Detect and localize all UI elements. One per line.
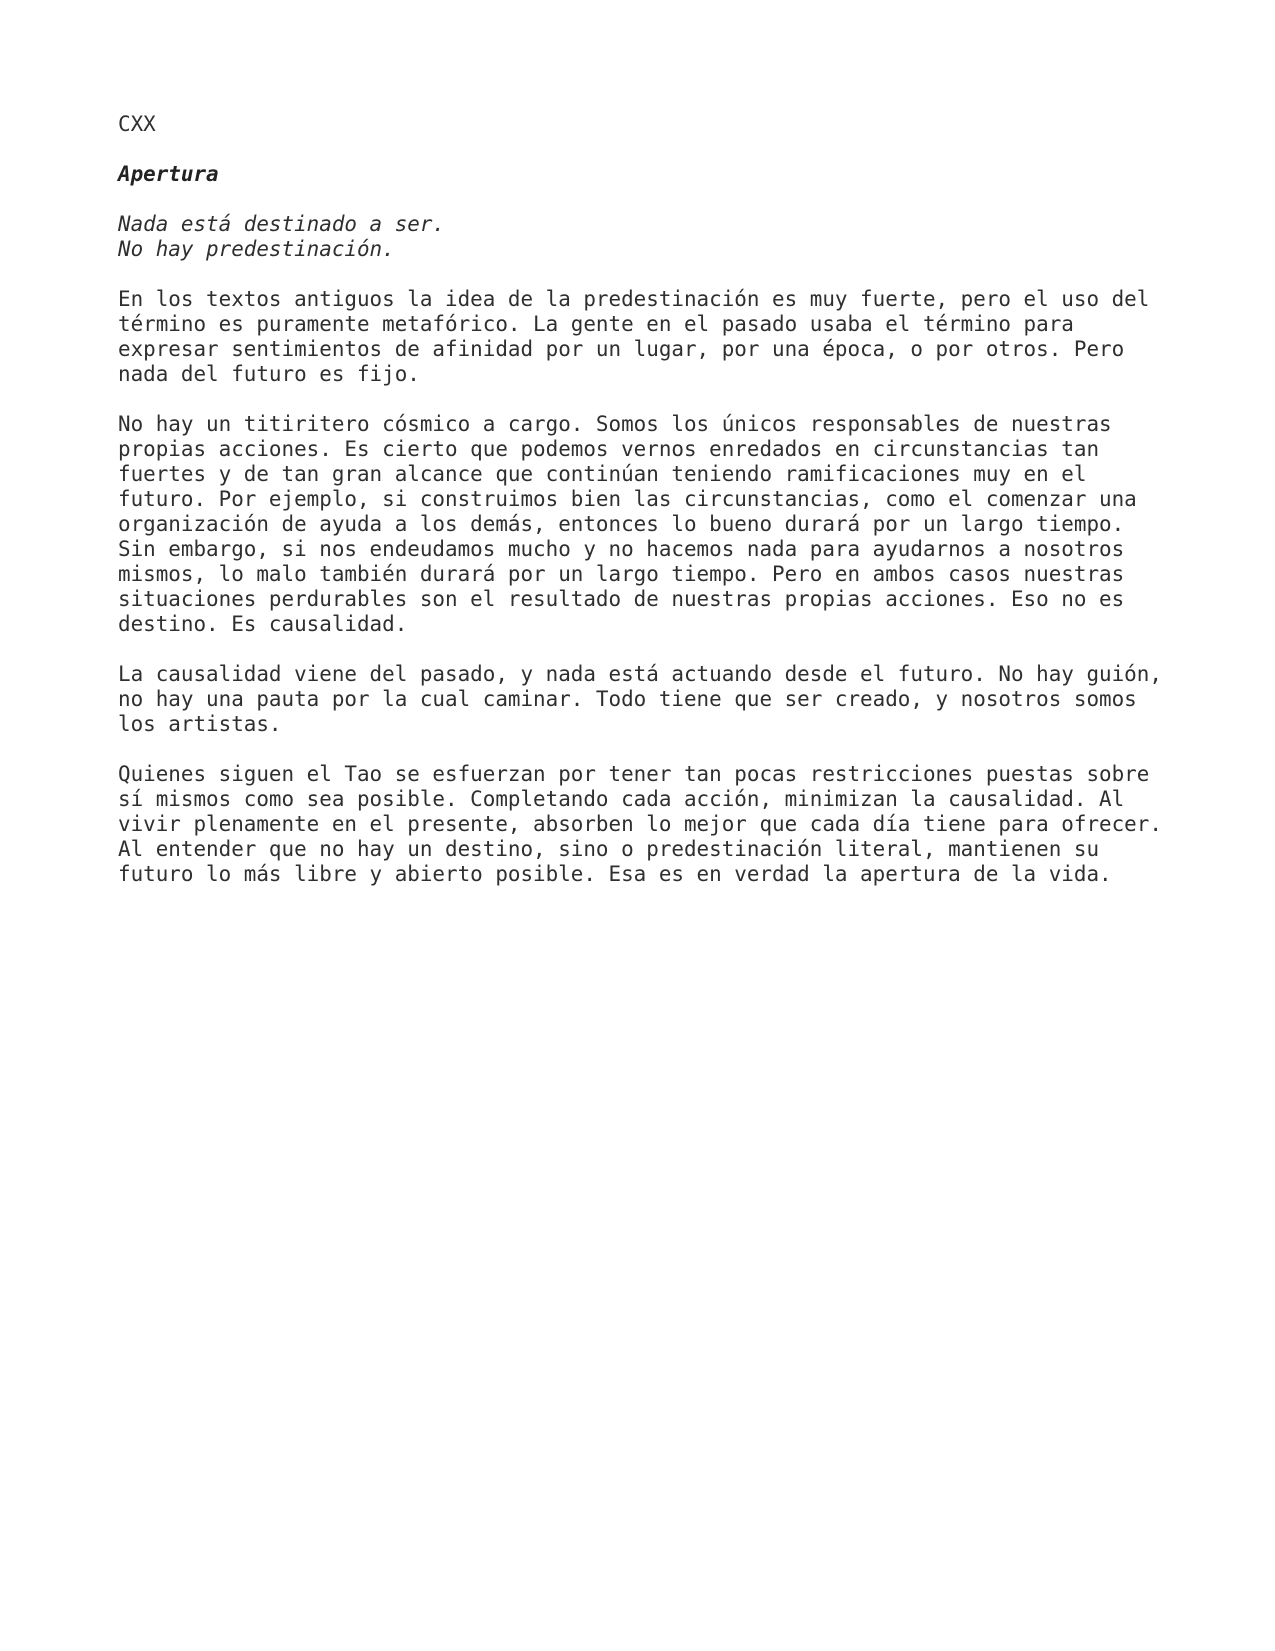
paragraph-line: En los textos antiguos la idea de la predestinación es muy fuerte, pero el uso del	[118, 287, 1150, 311]
epigraph-line: No hay predestinación.	[118, 237, 395, 261]
paragraph-line: Sin embargo, si nos endeudamos mucho y no hacemos nada para ayudarnos a nosotros	[118, 537, 1125, 561]
paragraph-line: futuro. Por ejemplo, si construimos bien las circunstancias, como el comenzar una	[118, 487, 1137, 511]
paragraph-line: mismos, lo malo también durará por un largo tiempo. Pero en ambos casos nuestras	[118, 562, 1125, 586]
epigraph-line: Nada está destinado a ser.	[118, 212, 446, 236]
paragraph-3	[118, 662, 1178, 737]
paragraph-4	[118, 762, 1178, 887]
chapter-number-text: CXX	[118, 112, 156, 136]
chapter-number	[118, 112, 1178, 137]
paragraph-line: No hay un titiritero cósmico a cargo. Somos los únicos responsables de nuestras	[118, 412, 1112, 436]
paragraph-line: Al entender que no hay un destino, sino o predestinación literal, mantienen su	[118, 837, 1100, 861]
chapter-title-text: Apertura	[118, 162, 219, 186]
paragraph-line: los artistas.	[118, 712, 282, 736]
paragraph-line: futuro lo más libre y abierto posible. Esa es en verdad la apertura de la vida.	[118, 862, 1112, 886]
paragraph-2	[118, 412, 1178, 637]
paragraph-line: vivir plenamente en el presente, absorben lo mejor que cada día tiene para ofrecer.	[118, 812, 1162, 836]
paragraph-line: propias acciones. Es cierto que podemos vernos enredados en circunstancias tan	[118, 437, 1100, 461]
document-body	[118, 112, 1178, 912]
paragraph-line: no hay una pauta por la cual caminar. Todo tiene que ser creado, y nosotros somos	[118, 687, 1137, 711]
paragraph-line: nada del futuro es fijo.	[118, 362, 420, 386]
chapter-title	[118, 162, 1178, 187]
paragraph-line: término es puramente metafórico. La gente en el pasado usaba el término para	[118, 312, 1074, 336]
paragraph-line: expresar sentimientos de afinidad por un lugar, por una época, o por otros. Pero	[118, 337, 1125, 361]
paragraph-line: fuertes y de tan gran alcance que continúan teniendo ramificaciones muy en el	[118, 462, 1087, 486]
paragraph-line: sí mismos como sea posible. Completando cada acción, minimizan la causalidad. Al	[118, 787, 1125, 811]
paragraph-line: destino. Es causalidad.	[118, 612, 408, 636]
paragraph-1	[118, 287, 1178, 387]
paragraph-line: La causalidad viene del pasado, y nada está actuando desde el futuro. No hay guión,	[118, 662, 1162, 686]
epigraph	[118, 212, 1178, 262]
paragraph-line: organización de ayuda a los demás, entonces lo bueno durará por un largo tiempo.	[118, 512, 1125, 536]
paragraph-line: Quienes siguen el Tao se esfuerzan por tener tan pocas restricciones puestas sobre	[118, 762, 1150, 786]
paragraph-line: situaciones perdurables son el resultado de nuestras propias acciones. Eso no es	[118, 587, 1125, 611]
